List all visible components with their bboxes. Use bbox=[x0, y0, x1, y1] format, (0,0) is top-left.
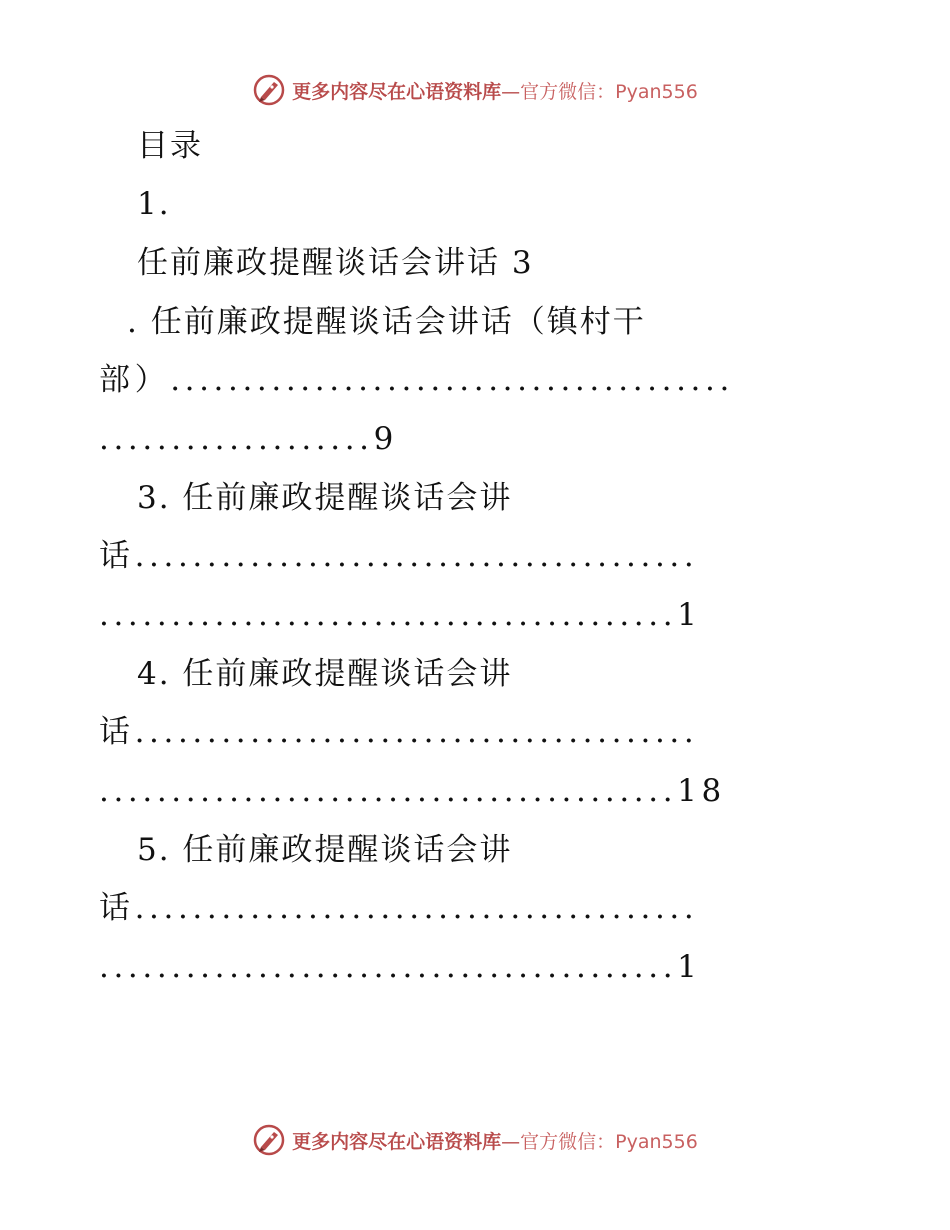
toc-line-10: 话....................................... bbox=[99, 714, 699, 750]
footer-banner bbox=[0, 1118, 950, 1162]
header-banner-text bbox=[292, 77, 698, 104]
footer-banner-separator: — bbox=[501, 1130, 521, 1153]
footer-banner-text bbox=[292, 1127, 698, 1154]
toc-line-11: ........................................18 bbox=[99, 773, 726, 809]
toc-title: 目录 bbox=[137, 128, 203, 164]
toc-line-12: 5. 任前廉政提醒谈话会讲 bbox=[137, 832, 513, 868]
pen-logo-icon bbox=[252, 73, 286, 107]
toc-line-14: ........................................1 bbox=[99, 949, 702, 985]
header-banner-wechat: 官方微信：Pyan556 bbox=[520, 80, 698, 103]
header-banner-separator: — bbox=[501, 80, 521, 103]
toc-line-3: . 任前廉政提醒谈话会讲话（镇村干 bbox=[127, 304, 646, 340]
footer-banner-title: 更多内容尽在心语资料库 bbox=[292, 1130, 502, 1153]
header-banner-title: 更多内容尽在心语资料库 bbox=[292, 80, 502, 103]
toc-line-6: 3. 任前廉政提醒谈话会讲 bbox=[137, 480, 513, 516]
pen-logo-icon bbox=[252, 1123, 286, 1157]
toc-line-5: ...................9 bbox=[99, 421, 398, 457]
toc-line-13: 话....................................... bbox=[99, 890, 699, 926]
toc-line-8: ........................................1 bbox=[99, 597, 702, 633]
toc-line-2: 任前廉政提醒谈话会讲话 3 bbox=[137, 245, 534, 281]
toc-line-1: 1. bbox=[137, 186, 171, 222]
header-banner bbox=[0, 68, 950, 112]
toc-line-4: 部）....................................... bbox=[99, 362, 734, 398]
toc-line-7: 话....................................... bbox=[99, 538, 699, 574]
toc-line-9: 4. 任前廉政提醒谈话会讲 bbox=[137, 656, 513, 692]
footer-banner-wechat: 官方微信：Pyan556 bbox=[520, 1130, 698, 1153]
